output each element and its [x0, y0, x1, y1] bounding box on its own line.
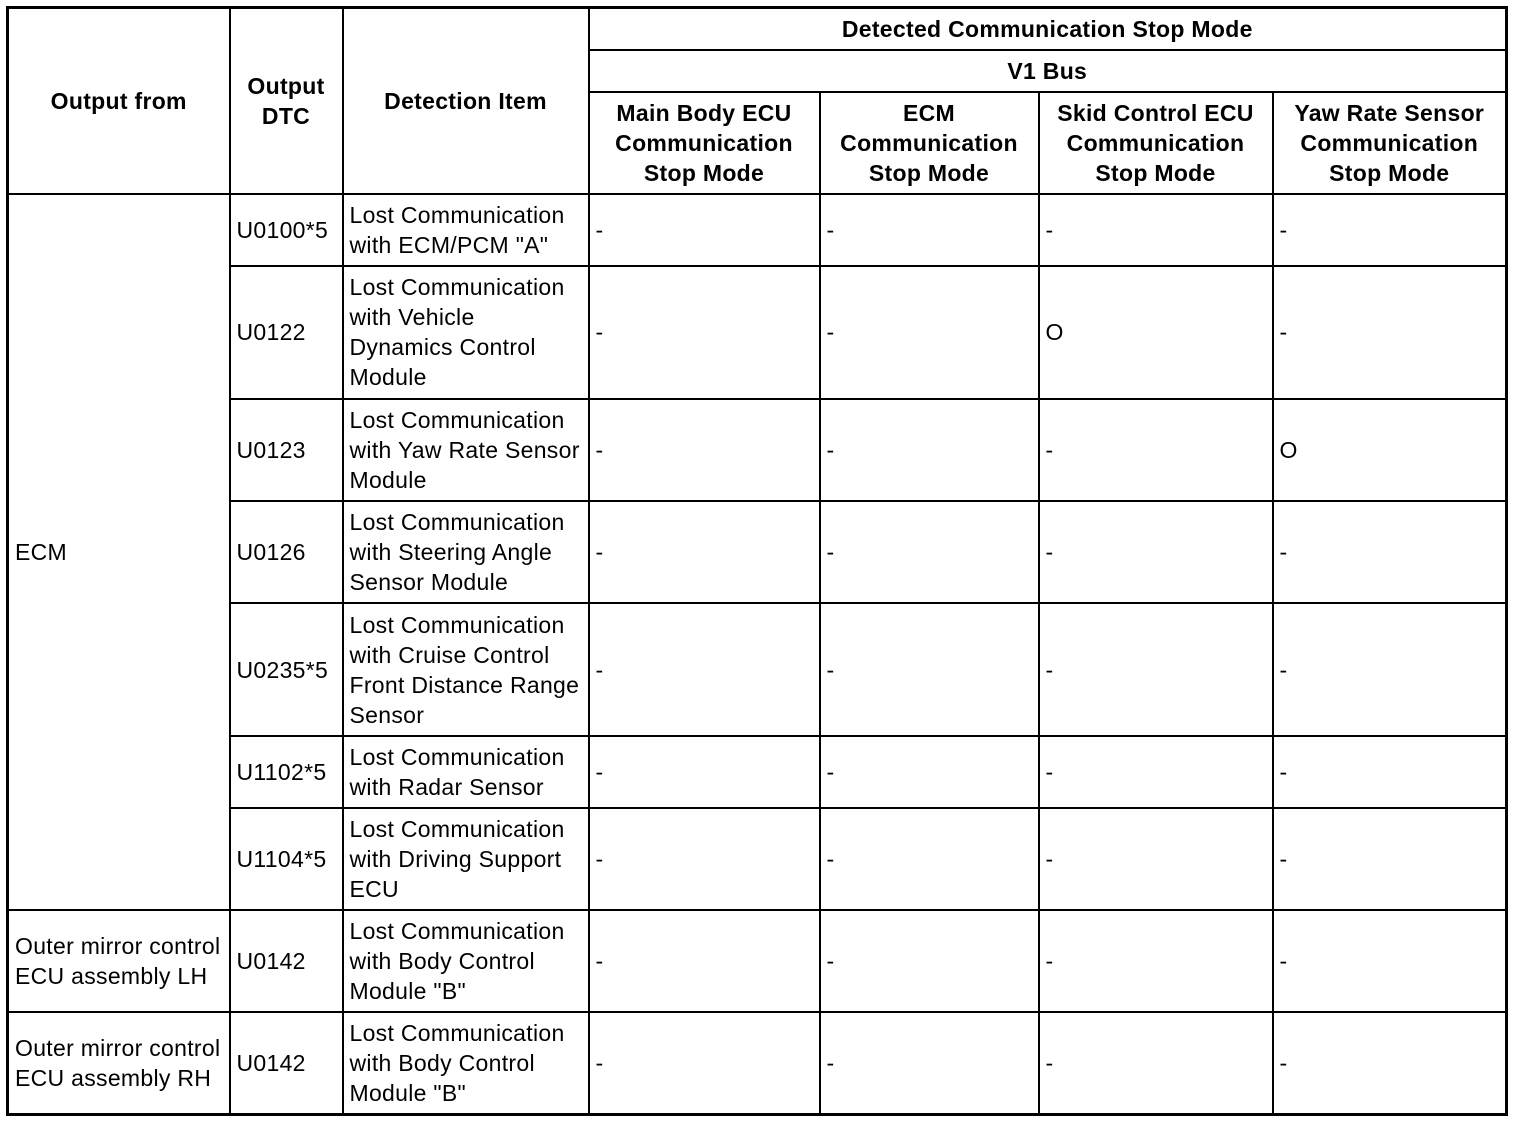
mark-yaw-rate-sensor: - [1273, 266, 1507, 399]
output-from-cell: Outer mirror control ECU assembly LH [8, 910, 230, 1012]
mark-yaw-rate-sensor: O [1273, 399, 1507, 501]
mark-yaw-rate-sensor: - [1273, 194, 1507, 266]
mark-ecm: - [820, 399, 1039, 501]
dtc-code: U0126 [230, 501, 343, 603]
mark-ecm: - [820, 1012, 1039, 1114]
header-yaw-rate-sensor-mode: Yaw Rate Sensor Communication Stop Mode [1273, 92, 1507, 194]
dtc-code: U0100*5 [230, 194, 343, 266]
table-row [8, 399, 1507, 501]
table-row [8, 1012, 1507, 1114]
mark-main-body-ecu: - [589, 501, 820, 603]
output-from-cell: Outer mirror control ECU assembly RH [8, 1012, 230, 1114]
mark-ecm: - [820, 194, 1039, 266]
detection-item: Lost Communication with ECM/PCM "A" [343, 194, 589, 266]
header-main-body-ecu-mode: Main Body ECU Communication Stop Mode [589, 92, 820, 194]
header-ecm-mode: ECM Communication Stop Mode [820, 92, 1039, 194]
dtc-code: U1104*5 [230, 808, 343, 910]
mark-yaw-rate-sensor: - [1273, 910, 1507, 1012]
table-row [8, 910, 1507, 1012]
header-detection-item: Detection Item [343, 8, 589, 194]
mark-ecm: - [820, 603, 1039, 736]
mark-skid-control-ecu: - [1039, 603, 1273, 736]
mark-main-body-ecu: - [589, 603, 820, 736]
mark-ecm: - [820, 910, 1039, 1012]
output-from-cell: ECM [8, 194, 230, 911]
detection-item: Lost Communication with Body Control Module "B" [343, 910, 589, 1012]
dtc-code: U0235*5 [230, 603, 343, 736]
mark-skid-control-ecu: - [1039, 1012, 1273, 1114]
header-v1-bus: V1 Bus [589, 50, 1507, 92]
mark-skid-control-ecu: - [1039, 736, 1273, 808]
detection-item: Lost Communication with Driving Support ECU [343, 808, 589, 910]
mark-yaw-rate-sensor: - [1273, 736, 1507, 808]
table-row [8, 808, 1507, 910]
mark-ecm: - [820, 266, 1039, 399]
table-row [8, 603, 1507, 736]
mark-main-body-ecu: - [589, 266, 820, 399]
dtc-code: U0122 [230, 266, 343, 399]
mark-skid-control-ecu: - [1039, 399, 1273, 501]
header-output-from: Output from [8, 8, 230, 194]
header-output-dtc: Output DTC [230, 8, 343, 194]
mark-main-body-ecu: - [589, 399, 820, 501]
detection-item: Lost Communication with Cruise Control Front Distance Range Sensor [343, 603, 589, 736]
detection-item: Lost Communication with Body Control Module "B" [343, 1012, 589, 1114]
mark-ecm: - [820, 808, 1039, 910]
mark-skid-control-ecu: - [1039, 808, 1273, 910]
mark-main-body-ecu: - [589, 736, 820, 808]
mark-main-body-ecu: - [589, 194, 820, 266]
dtc-table [6, 6, 1508, 1116]
dtc-code: U1102*5 [230, 736, 343, 808]
mark-main-body-ecu: - [589, 910, 820, 1012]
mark-ecm: - [820, 501, 1039, 603]
mark-yaw-rate-sensor: - [1273, 1012, 1507, 1114]
dtc-code: U0142 [230, 1012, 343, 1114]
dtc-code: U0142 [230, 910, 343, 1012]
mark-skid-control-ecu: - [1039, 910, 1273, 1012]
table-row [8, 194, 1507, 266]
header-detected-stop-mode: Detected Communication Stop Mode [589, 8, 1507, 50]
mark-skid-control-ecu: - [1039, 194, 1273, 266]
mark-skid-control-ecu: O [1039, 266, 1273, 399]
mark-yaw-rate-sensor: - [1273, 603, 1507, 736]
detection-item: Lost Communication with Steering Angle Sensor Module [343, 501, 589, 603]
header-skid-control-ecu-mode: Skid Control ECU Communication Stop Mode [1039, 92, 1273, 194]
mark-ecm: - [820, 736, 1039, 808]
header-row-1 [8, 8, 1507, 50]
mark-yaw-rate-sensor: - [1273, 501, 1507, 603]
detection-item: Lost Communication with Vehicle Dynamics Control Module [343, 266, 589, 399]
detection-item: Lost Communication with Yaw Rate Sensor Module [343, 399, 589, 501]
table-row [8, 736, 1507, 808]
table-row [8, 501, 1507, 603]
mark-main-body-ecu: - [589, 808, 820, 910]
dtc-code: U0123 [230, 399, 343, 501]
table-row [8, 266, 1507, 399]
mark-skid-control-ecu: - [1039, 501, 1273, 603]
mark-main-body-ecu: - [589, 1012, 820, 1114]
mark-yaw-rate-sensor: - [1273, 808, 1507, 910]
detection-item: Lost Communication with Radar Sensor [343, 736, 589, 808]
